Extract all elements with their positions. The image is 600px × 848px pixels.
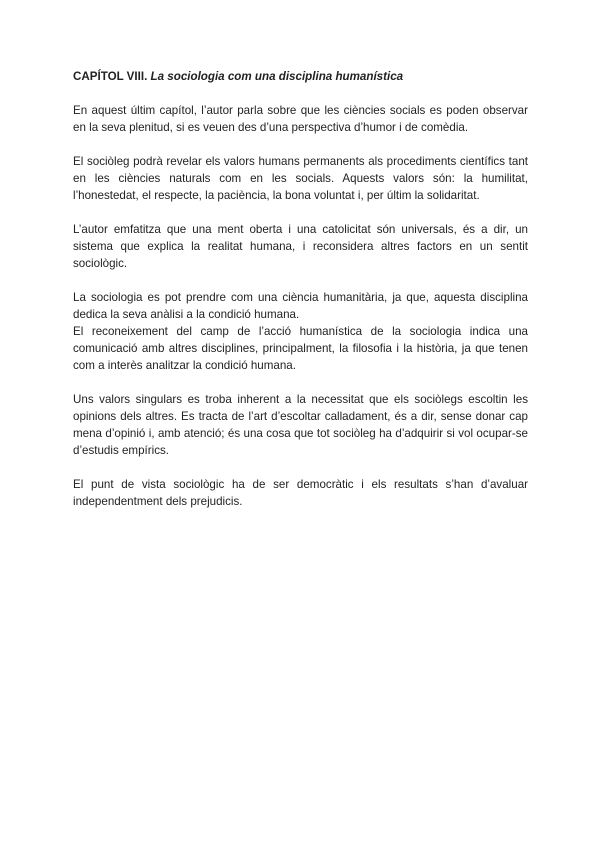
paragraph: El punt de vista sociològic ha de ser democràtic i els resultats s’han d’avaluar independentment dels prejudicis. <box>73 478 528 508</box>
document-body <box>73 68 528 510</box>
paragraph: La sociologia es pot prendre com una ciència humanitària, ja que, aquesta disciplina dedica la seva anàlisi a la condició humana. <box>73 291 528 321</box>
paragraph: El reconeixement del camp de l’acció humanística de la sociologia indica una comunicació amb altres disciplines, principalment, la filosofia i la història, ja que tenen com a interès analitzar la condició humana. <box>73 325 528 372</box>
paragraph: L’autor emfatitza que una ment oberta i una catolicitat són universals, és a dir, un sistema que explica la realitat humana, i reconsidera altres factors en un sentit sociològic. <box>73 223 528 270</box>
chapter-number: CAPÍTOL VIII. <box>73 70 148 83</box>
chapter-title: La sociologia com una disciplina humanística <box>150 70 404 83</box>
paragraph: Uns valors singulars es troba inherent a la necessitat que els sociòlegs escoltin les opinions dels altres. Es tracta de l’art d’escoltar calladament, és a dir, sense donar cap mena d’opinió i, amb atenció; és una cosa que tot sociòleg ha d’adquirir si vol ocupar-se d’estudis empírics. <box>73 393 528 457</box>
paragraph: En aquest últim capítol, l’autor parla sobre que les ciències socials es poden observar en la seva plenitud, si es veuen des d’una perspectiva d’humor i de comèdia. <box>73 104 528 134</box>
paragraph: El sociòleg podrà revelar els valors humans permanents als procediments científics tant en les ciències naturals com en les socials. Aquests valors són: la humilitat, l’honestedat, el respecte, la paciència, la bona voluntat i, per últim la solidaritat. <box>73 155 528 202</box>
chapter-heading <box>73 68 528 85</box>
